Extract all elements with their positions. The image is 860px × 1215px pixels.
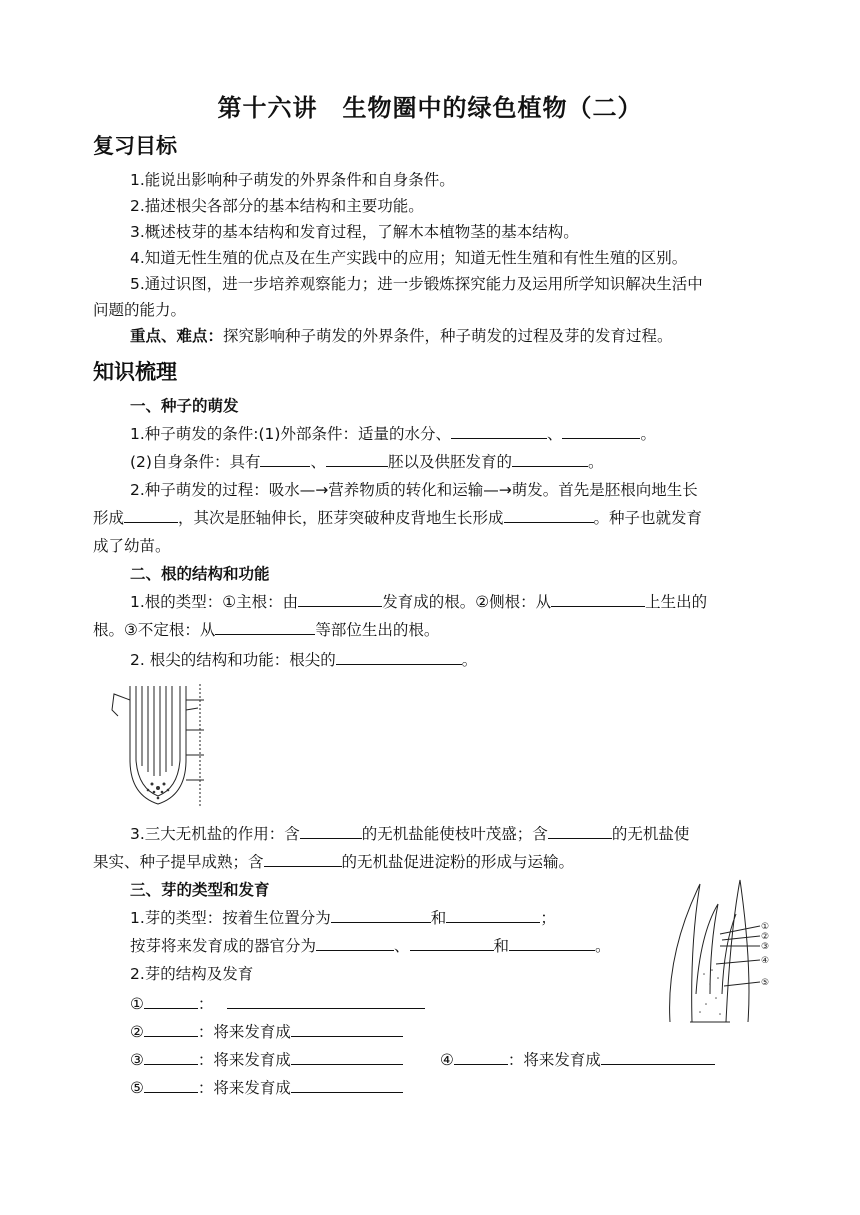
blank-field[interactable] bbox=[124, 508, 178, 523]
text: 的无机盐促进淀粉的形成与运输。 bbox=[341, 853, 575, 871]
text: 形成 bbox=[93, 509, 125, 527]
blank-field[interactable] bbox=[410, 936, 494, 951]
text: ② bbox=[130, 1023, 144, 1041]
goal-item: 4.知道无性生殖的优点及在生产实践中的应用；知道无性生殖和有性生殖的区别。 bbox=[130, 249, 688, 267]
blank-field[interactable] bbox=[144, 1078, 198, 1093]
text: 等部位生出的根。 bbox=[315, 621, 440, 639]
blank-field[interactable] bbox=[300, 824, 362, 839]
bud-label: ⑤ bbox=[761, 978, 770, 988]
text: 、 bbox=[310, 453, 326, 471]
text: 的无机盐能使枝叶茂盛；含 bbox=[361, 825, 548, 843]
goal-item: 1.能说出影响种子萌发的外界条件和自身条件。 bbox=[130, 171, 455, 189]
text: 根。③不定根：从 bbox=[93, 621, 216, 639]
text: 上生出的 bbox=[645, 593, 708, 611]
text: ：将来发育成 bbox=[507, 1051, 601, 1069]
blank-field[interactable] bbox=[291, 1022, 403, 1037]
blank-field[interactable] bbox=[551, 592, 645, 607]
bud-part-row bbox=[130, 994, 425, 1014]
minerals-line bbox=[93, 852, 574, 872]
text: 3.三大无机盐的作用：含 bbox=[130, 825, 300, 843]
blank-field[interactable] bbox=[316, 936, 394, 951]
key-points-text: 探究影响种子萌发的外界条件，种子萌发的过程及芽的发育过程。 bbox=[223, 327, 673, 345]
section-root-structure: 二、根的结构和功能 bbox=[130, 565, 270, 583]
bud-label: ③ bbox=[761, 942, 770, 952]
knowledge-heading: 知识梳理 bbox=[93, 360, 177, 384]
seed-conditions-line bbox=[130, 424, 656, 444]
key-points bbox=[130, 326, 673, 346]
text: 和 bbox=[493, 937, 510, 955]
bud-structure-diagram bbox=[660, 874, 780, 1024]
blank-field[interactable] bbox=[562, 424, 640, 439]
text: 、 bbox=[394, 937, 410, 955]
goal-item: 问题的能力。 bbox=[93, 301, 187, 319]
germination-process-line: 2.种子萌发的过程：吸水—→营养物质的转化和运输—→萌发。首先是胚根向地生长 bbox=[130, 481, 698, 499]
goal-item: 3.概述枝芽的基本结构和发育过程，了解木本植物茎的基本结构。 bbox=[130, 223, 579, 241]
bud-part-row bbox=[440, 1050, 715, 1070]
text: 、 bbox=[546, 425, 563, 443]
blank-field[interactable] bbox=[446, 908, 540, 923]
bud-structure-title: 2.芽的结构及发育 bbox=[130, 965, 254, 983]
text: 1.芽的类型：按着生位置分为 bbox=[130, 909, 331, 927]
text: ④ bbox=[440, 1051, 454, 1069]
goal-item: 2.描述根尖各部分的基本结构和主要功能。 bbox=[130, 197, 424, 215]
text: ：将来发育成 bbox=[197, 1079, 291, 1097]
blank-field[interactable] bbox=[451, 424, 547, 439]
blank-field[interactable] bbox=[291, 1078, 403, 1093]
root-tip-line bbox=[130, 650, 477, 670]
goal-item: 5.通过识图，进一步培养观察能力；进一步锻炼探究能力及运用所学知识解决生活中 bbox=[130, 275, 703, 293]
root-types-line bbox=[130, 592, 707, 612]
text: (2)自身条件：具有 bbox=[130, 453, 261, 471]
page-title: 第十六讲 生物圈中的绿色植物（二） bbox=[217, 94, 643, 122]
bud-part-row bbox=[130, 1022, 403, 1042]
blank-field[interactable] bbox=[264, 852, 342, 867]
bud-label: ① bbox=[761, 922, 770, 932]
text: 。 bbox=[640, 425, 656, 443]
blank-field[interactable] bbox=[144, 1050, 198, 1065]
bud-types-line bbox=[130, 908, 556, 928]
bud-types-line bbox=[130, 936, 611, 956]
seed-self-conditions-line bbox=[130, 452, 604, 472]
text: ：将来发育成 bbox=[197, 1023, 291, 1041]
bud-label: ④ bbox=[761, 956, 770, 966]
key-points-label: 重点、难点： bbox=[130, 327, 224, 345]
blank-field[interactable] bbox=[260, 452, 310, 467]
text: ① bbox=[130, 995, 144, 1013]
bud-part-row bbox=[130, 1050, 403, 1070]
text: 。 bbox=[588, 453, 604, 471]
blank-field[interactable] bbox=[144, 1022, 198, 1037]
blank-field[interactable] bbox=[291, 1050, 403, 1065]
blank-field[interactable] bbox=[326, 452, 388, 467]
text: ，其次是胚轴伸长，胚芽突破种皮背地生长形成 bbox=[178, 509, 504, 527]
bud-part-row bbox=[130, 1078, 403, 1098]
bud-label: ② bbox=[761, 932, 770, 942]
blank-field[interactable] bbox=[548, 824, 612, 839]
text: 。种子也就发育 bbox=[593, 509, 703, 527]
germination-process-line: 成了幼苗。 bbox=[93, 537, 171, 555]
text: 的无机盐使 bbox=[611, 825, 690, 843]
root-types-line bbox=[93, 620, 439, 640]
text: 1.种子萌发的条件:(1)外部条件：适量的水分、 bbox=[130, 425, 451, 443]
blank-field[interactable] bbox=[509, 936, 595, 951]
blank-field[interactable] bbox=[144, 994, 198, 1009]
section-seed-germination: 一、种子的萌发 bbox=[130, 397, 239, 415]
text: 和 bbox=[430, 909, 447, 927]
blank-field[interactable] bbox=[227, 994, 425, 1009]
blank-field[interactable] bbox=[504, 508, 594, 523]
text: 。 bbox=[461, 651, 478, 669]
text: 2. 根尖的结构和功能：根尖的 bbox=[130, 651, 336, 669]
text: 发育成的根。②侧根：从 bbox=[382, 593, 552, 611]
text: ： bbox=[197, 995, 214, 1013]
text: ③ bbox=[130, 1051, 144, 1069]
minerals-line bbox=[130, 824, 689, 844]
text: 按芽将来发育成的器官分为 bbox=[130, 937, 317, 955]
root-tip-diagram bbox=[108, 680, 208, 810]
text: 果实、种子提早成熟；含 bbox=[93, 853, 264, 871]
text: ：将来发育成 bbox=[197, 1051, 291, 1069]
blank-field[interactable] bbox=[336, 650, 462, 665]
blank-field[interactable] bbox=[298, 592, 382, 607]
text: 1.根的类型：①主根：由 bbox=[130, 593, 299, 611]
blank-field[interactable] bbox=[215, 620, 315, 635]
blank-field[interactable] bbox=[331, 908, 431, 923]
blank-field[interactable] bbox=[512, 452, 588, 467]
blank-field[interactable] bbox=[454, 1050, 508, 1065]
text: 。 bbox=[595, 937, 611, 955]
blank-field[interactable] bbox=[601, 1050, 715, 1065]
germination-process-line bbox=[93, 508, 702, 528]
goals-heading: 复习目标 bbox=[93, 134, 177, 158]
section-bud-types: 三、芽的类型和发育 bbox=[130, 881, 270, 899]
text: ⑤ bbox=[130, 1079, 144, 1097]
text: ； bbox=[540, 909, 556, 927]
text: 胚以及供胚发育的 bbox=[387, 453, 512, 471]
